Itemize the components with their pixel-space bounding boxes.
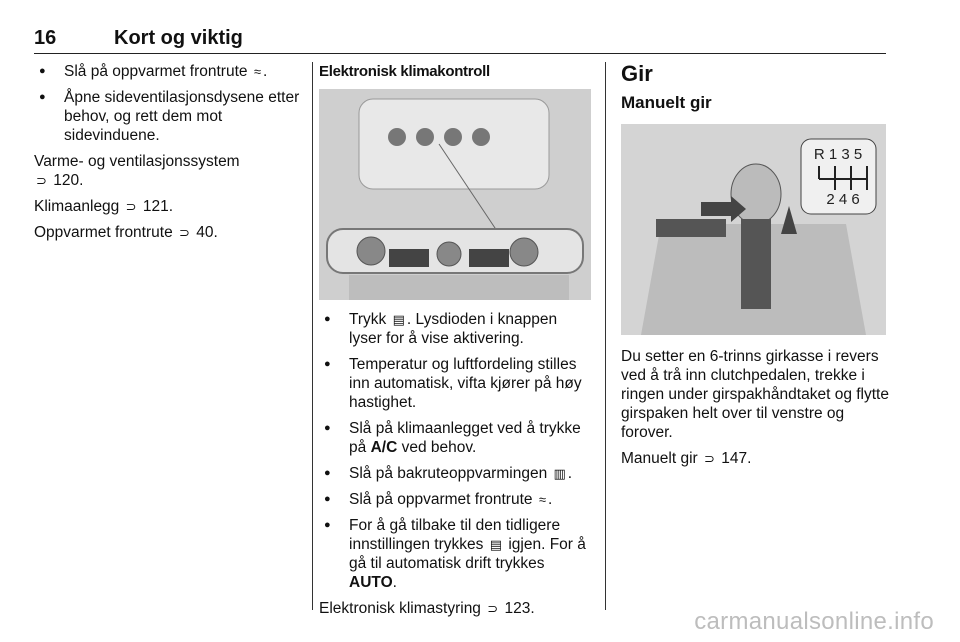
list-item: ● Trykk ▤ . Lysdioden i knappen lyser for å vise aktivering. xyxy=(319,310,591,348)
climate-control-photo xyxy=(319,89,591,300)
gear-lever-photo xyxy=(621,124,886,335)
column-left xyxy=(34,62,304,249)
cross-reference-arrow-icon: ⊃ xyxy=(125,199,137,214)
cross-reference-arrow-icon: ⊃ xyxy=(704,451,715,466)
column-divider xyxy=(312,62,313,610)
page-title: Kort og viktig xyxy=(114,27,243,49)
heated-windscreen-icon: ≈ xyxy=(253,64,261,79)
column-right xyxy=(621,62,889,475)
gear-pattern-top: R 1 3 5 xyxy=(813,146,863,163)
section-heading: Gir xyxy=(621,61,653,86)
body-text: Du setter en 6-trinns girkasse i revers ved å trå inn clutchpedalen, trekke i ringen under girspakhåndtaket og flytte girspaken helt over til venstre og forover. xyxy=(621,348,889,441)
auto-fan-icon: ▤ xyxy=(392,312,405,327)
page-header xyxy=(34,27,886,54)
auto-button-label: AUTO xyxy=(349,574,393,591)
watermark: carmanualsonline.info xyxy=(694,608,934,635)
list-item: ● Slå på oppvarmet frontrute ≈ . xyxy=(319,490,591,509)
column-middle xyxy=(319,62,591,625)
cross-reference[interactable]: Manuelt gir ⊃ 147. xyxy=(621,450,752,467)
bullet-list xyxy=(34,62,304,145)
list-item: ● Åpne sideventilasjonsdysene etter behov, og rett dem mot sidevinduene. xyxy=(34,88,304,145)
rear-window-heating-icon: ▥ xyxy=(553,466,566,481)
cross-reference-arrow-icon: ⊃ xyxy=(487,601,499,616)
list-item: ● For å gå tilbake til den tidligere innstillingen trykkes ▤ igjen. For å gå til automatisk drift trykkes AUTO. xyxy=(319,516,591,592)
subsection-heading: Manuelt gir xyxy=(621,93,712,112)
section-heading: Elektronisk klimakontroll xyxy=(319,63,490,80)
list-item: ● Slå på bakruteoppvarmingen ▥ . xyxy=(319,464,591,483)
cross-reference[interactable]: Elektronisk klimastyring ⊃ 123. xyxy=(319,600,535,617)
cross-reference[interactable]: Oppvarmet frontrute ⊃ 40. xyxy=(34,224,218,241)
page-number: 16 xyxy=(34,27,57,49)
bullet-list xyxy=(319,310,591,592)
cross-reference[interactable]: Klimaanlegg ⊃ 121. xyxy=(34,198,174,215)
list-item: ● Slå på klimaanlegget ved å trykke på A/C ved behov. xyxy=(319,419,591,457)
list-item: ● Temperatur og luftfordeling stilles inn automatisk, vifta kjører på høy hastighet. xyxy=(319,355,591,412)
ac-button-label: A/C xyxy=(370,439,398,456)
gear-pattern-bottom: 2 4 6 xyxy=(826,191,860,208)
cross-reference[interactable]: Varme- og ventilasjonssystem ⊃ 120. xyxy=(34,153,240,189)
auto-fan-icon: ▤ xyxy=(489,537,503,552)
heated-windscreen-icon: ≈ xyxy=(538,492,546,507)
list-item: ● Slå på oppvarmet frontrute ≈ . xyxy=(34,62,304,81)
column-divider xyxy=(605,62,606,610)
cross-reference-arrow-icon: ⊃ xyxy=(36,173,47,188)
cross-reference-arrow-icon: ⊃ xyxy=(179,225,190,240)
